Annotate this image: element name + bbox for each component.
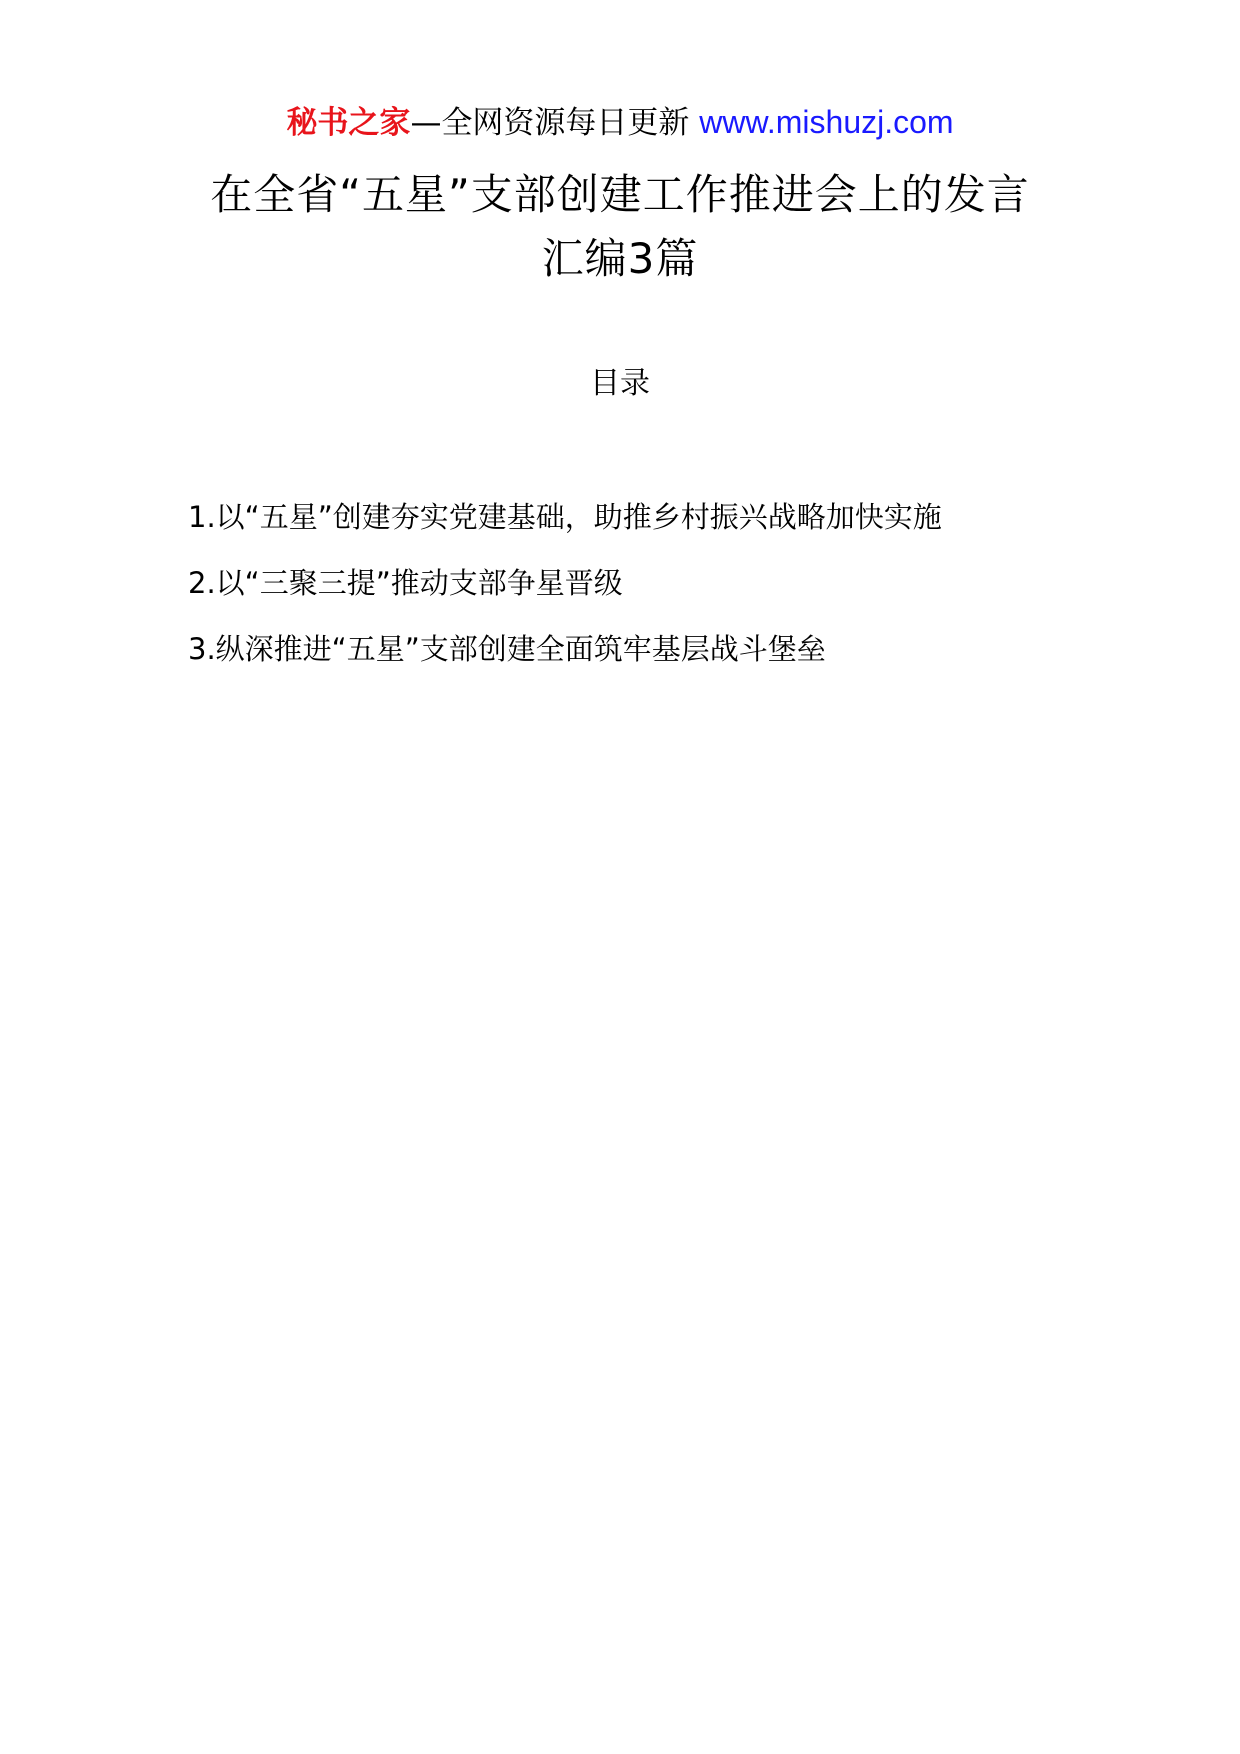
- document-title: [0, 163, 1240, 291]
- toc-item-2[interactable]: 2.以“三聚三提”推动支部争星晋级: [188, 566, 623, 600]
- title-line-1: 在全省“五星”支部创建工作推进会上的发言: [210, 170, 1030, 219]
- title-line-2: 汇编3篇: [541, 234, 699, 283]
- toc-item-1[interactable]: 1.以“五星”创建夯实党建基础，助推乡村振兴战略加快实施: [188, 500, 942, 534]
- toc-item-3[interactable]: 3.纵深推进“五星”支部创建全面筑牢基层战斗堡垒: [188, 632, 826, 666]
- brand-name: 秘书之家: [286, 105, 411, 141]
- site-url-link[interactable]: www.mishuzj.com: [699, 104, 954, 140]
- toc-heading: 目录: [590, 366, 650, 401]
- site-banner: [0, 100, 1240, 145]
- toc-list: [188, 495, 1188, 693]
- banner-slogan: —全网资源每日更新: [410, 105, 690, 141]
